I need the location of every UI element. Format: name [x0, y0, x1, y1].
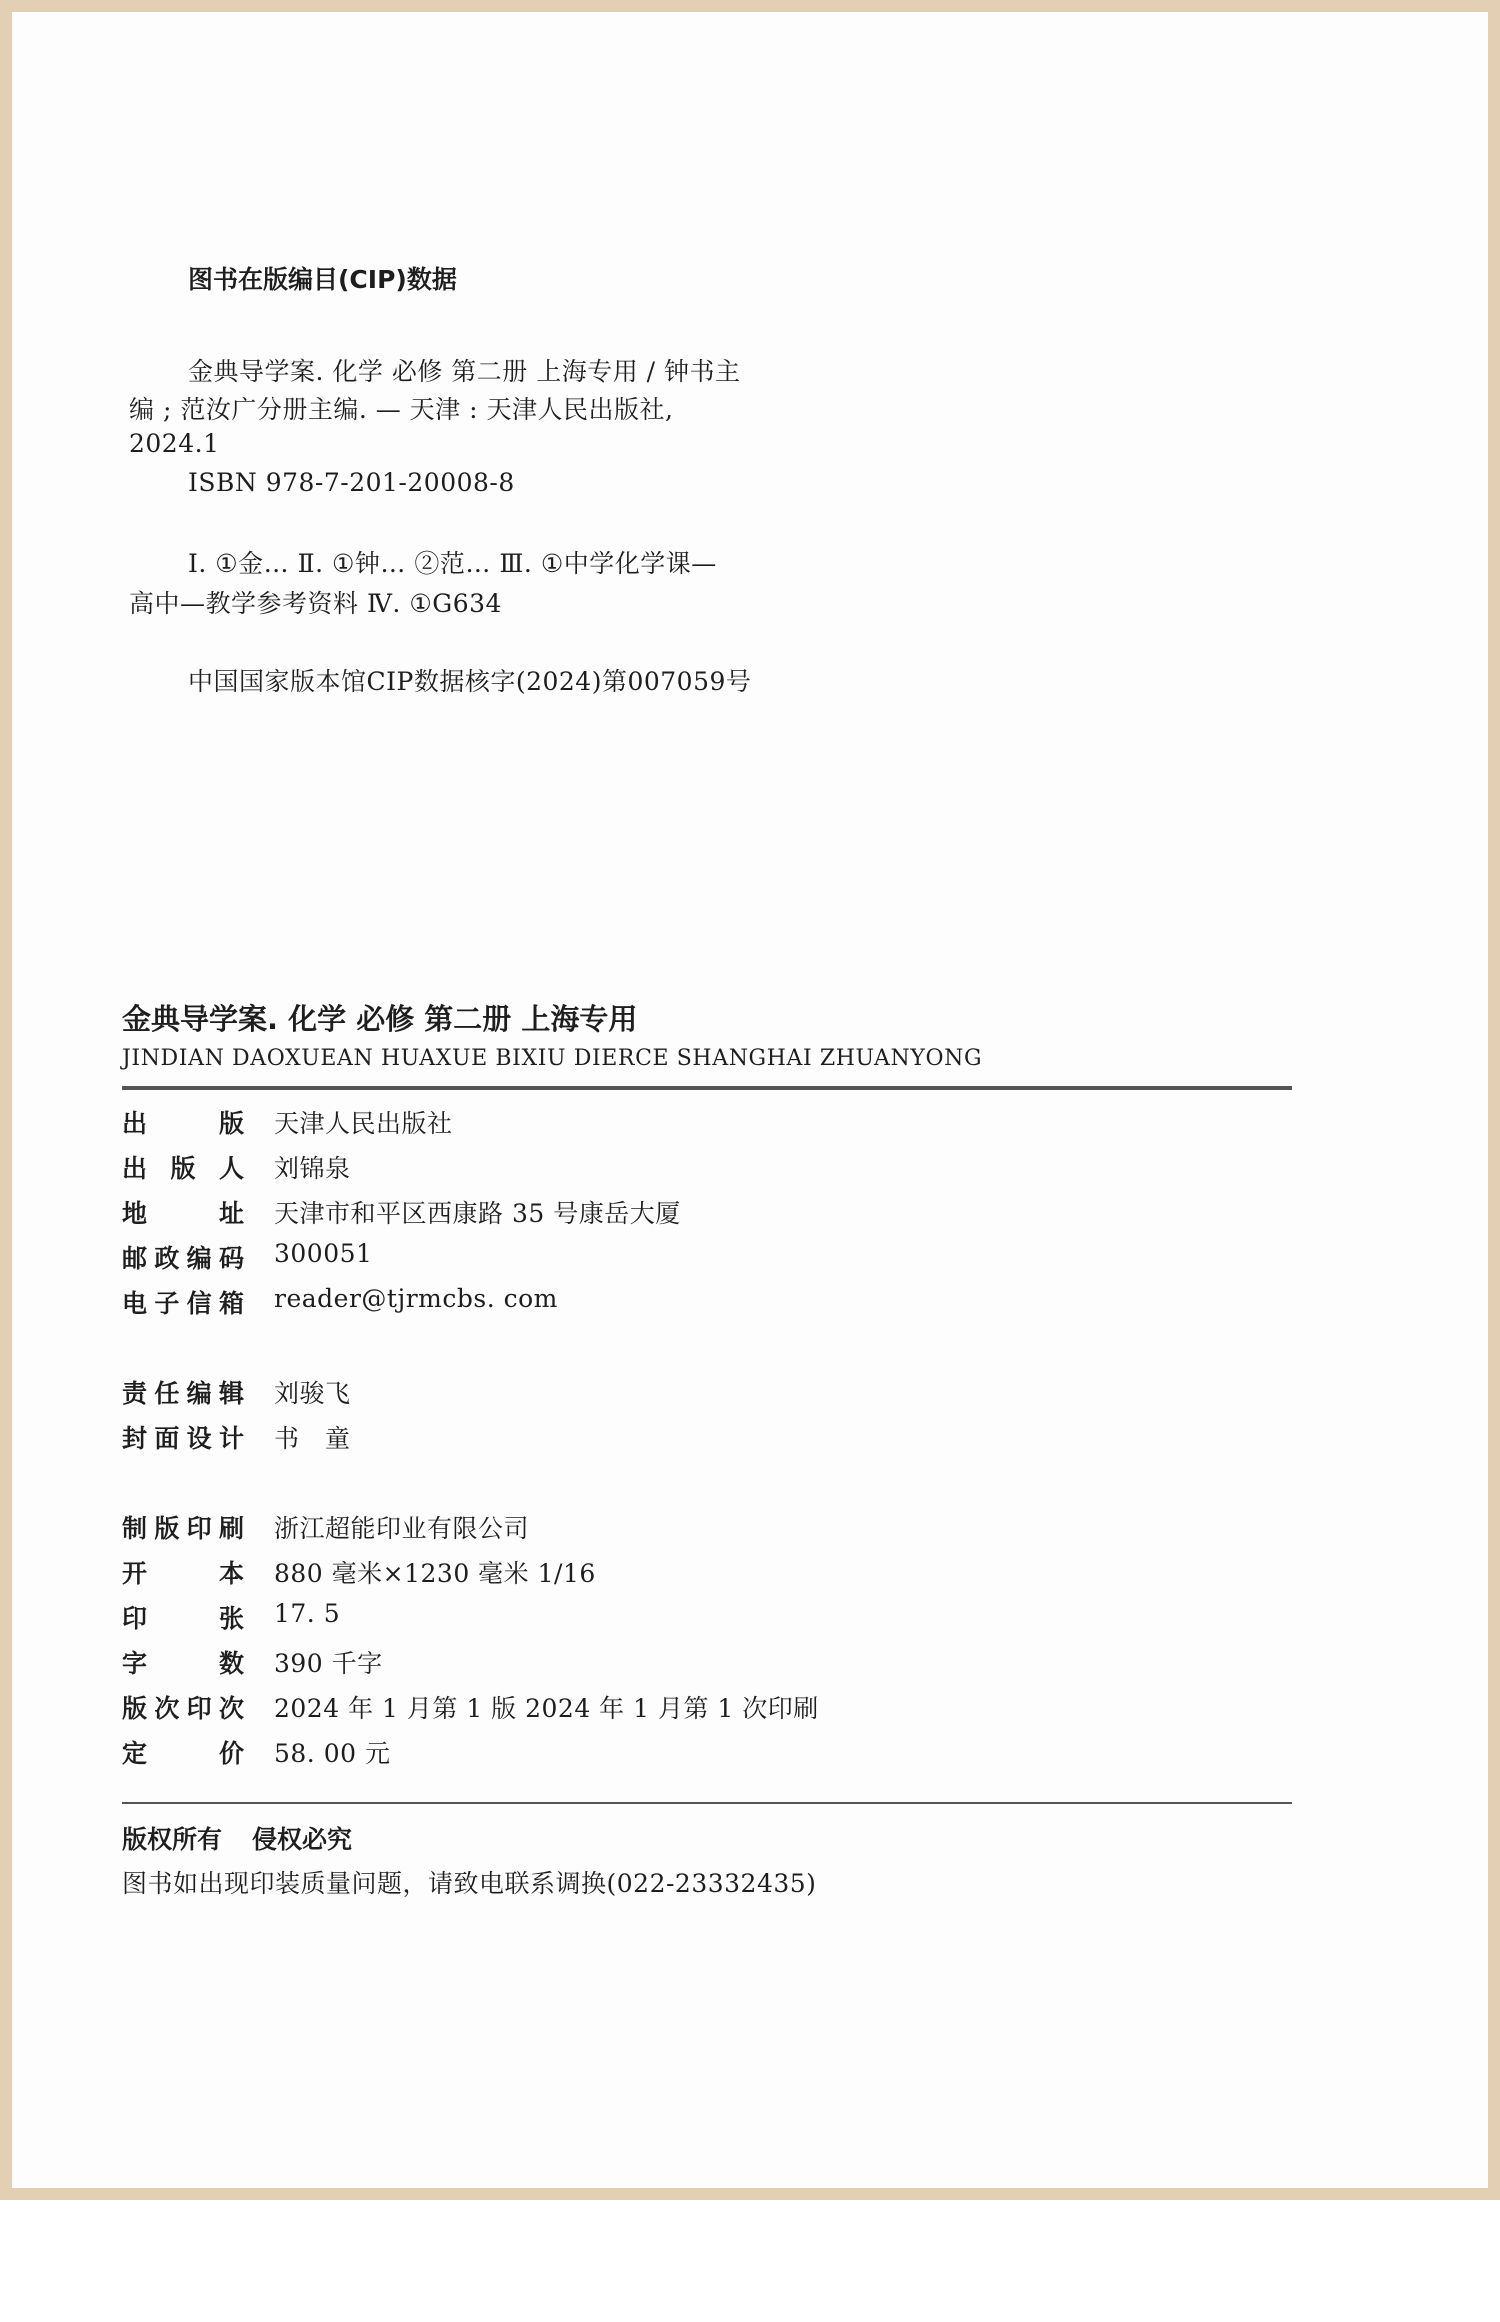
info-value: 17. 5 — [274, 1599, 341, 1628]
info-label: 定价 — [122, 1739, 244, 1768]
info-label: 地址 — [122, 1199, 244, 1228]
info-value: 天津人民出版社 — [274, 1109, 453, 1138]
cip-entry-line-3: 2024.1 — [129, 429, 220, 458]
info-value: 880 毫米×1230 毫米 1/16 — [274, 1559, 596, 1588]
info-row-postcode — [122, 1239, 372, 1279]
info-label: 电子信箱 — [122, 1289, 244, 1318]
info-row-publisher — [122, 1104, 453, 1144]
isbn: ISBN 978-7-201-20008-8 — [188, 468, 515, 497]
info-row-printer — [122, 1509, 529, 1549]
info-label: 版次印次 — [122, 1694, 244, 1723]
info-label: 开本 — [122, 1559, 244, 1588]
quality-notice: 图书如出现印装质量问题，请致电联系调换(022-23332435) — [122, 1869, 817, 1898]
info-value: 浙江超能印业有限公司 — [274, 1514, 530, 1543]
divider — [122, 1086, 1292, 1090]
info-label: 制版印刷 — [122, 1514, 244, 1543]
info-row-word-count — [122, 1644, 383, 1684]
info-label: 封面设计 — [122, 1424, 244, 1453]
book-title-pinyin: JINDIAN DAOXUEAN HUAXUE BIXIU DIERCE SHANGHAI ZHUANYONG — [122, 1046, 983, 1071]
info-row-address — [122, 1194, 681, 1234]
info-row-publisher-person — [122, 1149, 351, 1189]
cip-entry-line-1: 金典导学案. 化学 必修 第二册 上海专用 / 钟书主 — [188, 357, 741, 386]
info-value: 书 童 — [274, 1424, 351, 1453]
info-label: 责任编辑 — [122, 1379, 244, 1408]
info-label: 出版 — [122, 1109, 244, 1138]
info-row-price — [122, 1734, 390, 1774]
info-row-format — [122, 1554, 596, 1594]
copyright-page — [12, 12, 1488, 2188]
cip-number: 中国国家版本馆CIP数据核字(2024)第007059号 — [188, 667, 752, 696]
info-value: 390 千字 — [274, 1649, 383, 1678]
piracy-warning: 侵权必究 — [252, 1825, 353, 1854]
info-value: 刘锦泉 — [274, 1154, 351, 1183]
book-title: 金典导学案. 化学 必修 第二册 上海专用 — [122, 1002, 638, 1036]
info-row-cover-design — [122, 1419, 351, 1459]
info-label: 字数 — [122, 1649, 244, 1678]
copyright-line — [122, 1820, 352, 1856]
info-value: 300051 — [274, 1239, 373, 1268]
info-value: reader@tjrmcbs. com — [274, 1284, 558, 1313]
info-row-editor — [122, 1374, 351, 1414]
info-label: 印张 — [122, 1604, 244, 1633]
classification-line-1: Ⅰ. ①金… Ⅱ. ①钟… ②范… Ⅲ. ①中学化学课— — [188, 549, 717, 578]
info-row-email — [122, 1284, 558, 1324]
info-value: 天津市和平区西康路 35 号康岳大厦 — [274, 1199, 681, 1228]
info-label: 出版人 — [122, 1154, 244, 1183]
classification-line-2: 高中—教学参考资料 Ⅳ. ①G634 — [129, 589, 502, 618]
cip-title: 图书在版编目(CIP)数据 — [188, 265, 457, 294]
info-value: 2024 年 1 月第 1 版 2024 年 1 月第 1 次印刷 — [274, 1694, 819, 1723]
copyright-text: 版权所有 — [122, 1825, 223, 1854]
cip-entry-line-2: 编 ; 范汝广分册主编. — 天津 : 天津人民出版社, — [129, 395, 674, 424]
info-row-edition — [122, 1689, 819, 1729]
info-value: 58. 00 元 — [274, 1739, 391, 1768]
info-value: 刘骏飞 — [274, 1379, 351, 1408]
divider — [122, 1802, 1292, 1804]
info-row-sheets — [122, 1599, 340, 1639]
info-label: 邮政编码 — [122, 1244, 244, 1273]
